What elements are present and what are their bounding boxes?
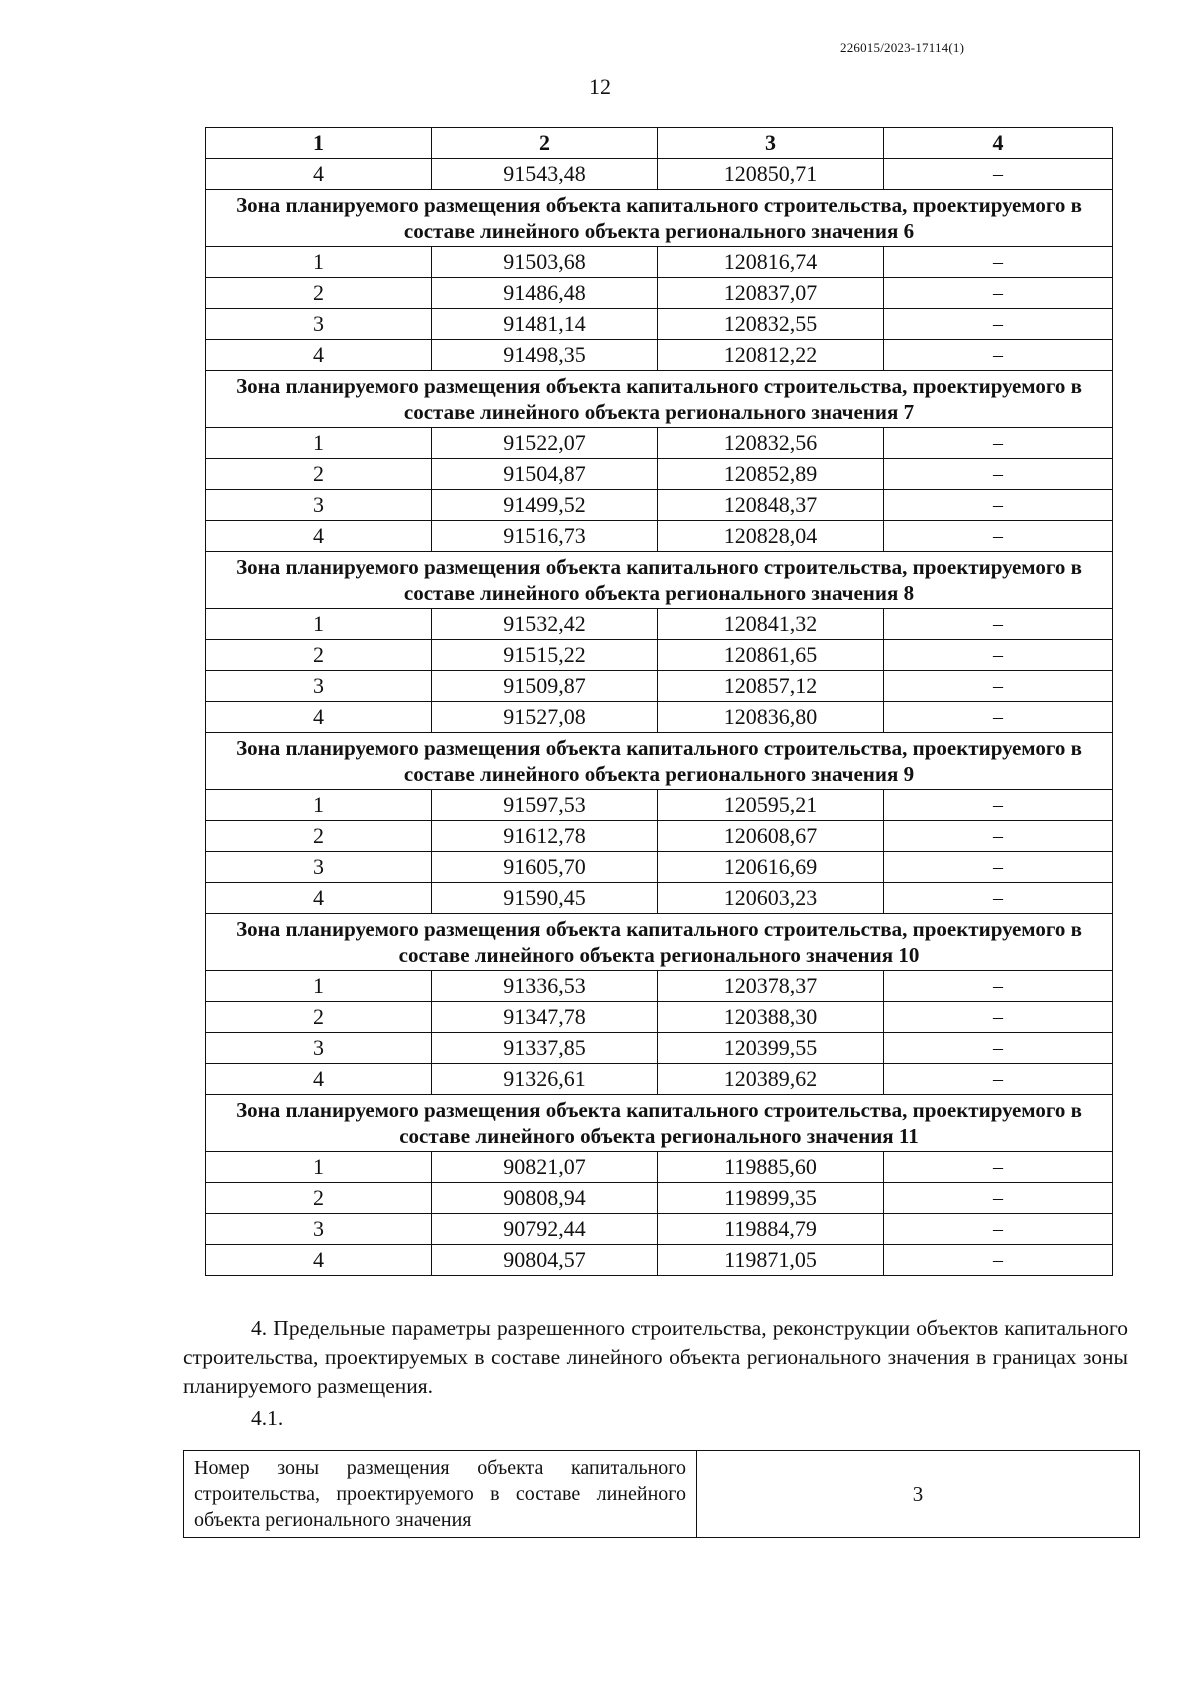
zone-title: Зона планируемого размещения объекта капитального строительства, проектируемого в составе линейного объекта регионального значения 8 xyxy=(206,552,1113,609)
point-number-cell: 4 xyxy=(206,159,432,190)
x-coordinate-cell: 91498,35 xyxy=(432,340,658,371)
y-coordinate-cell: 120389,62 xyxy=(658,1064,884,1095)
note-cell: – xyxy=(884,1152,1113,1183)
y-coordinate-cell: 120378,37 xyxy=(658,971,884,1002)
x-coordinate-cell: 91605,70 xyxy=(432,852,658,883)
note-cell: – xyxy=(884,883,1113,914)
point-number-cell: 4 xyxy=(206,340,432,371)
point-number-cell: 3 xyxy=(206,1033,432,1064)
note-cell: – xyxy=(884,309,1113,340)
x-coordinate-cell: 90821,07 xyxy=(432,1152,658,1183)
note-cell: – xyxy=(884,971,1113,1002)
table-row xyxy=(184,1451,1140,1538)
table-row xyxy=(206,459,1113,490)
x-coordinate-cell: 91597,53 xyxy=(432,790,658,821)
note-cell: – xyxy=(884,1033,1113,1064)
table-row xyxy=(206,278,1113,309)
note-cell: – xyxy=(884,1214,1113,1245)
x-coordinate-cell: 91486,48 xyxy=(432,278,658,309)
y-coordinate-cell: 120836,80 xyxy=(658,702,884,733)
point-number-cell: 3 xyxy=(206,309,432,340)
point-number-cell: 2 xyxy=(206,1002,432,1033)
table-row xyxy=(206,640,1113,671)
zone-title: Зона планируемого размещения объекта капитального строительства, проектируемого в составе линейного объекта регионального значения 10 xyxy=(206,914,1113,971)
y-coordinate-cell: 120388,30 xyxy=(658,1002,884,1033)
x-coordinate-cell: 91499,52 xyxy=(432,490,658,521)
note-cell: – xyxy=(884,1183,1113,1214)
y-coordinate-cell: 120861,65 xyxy=(658,640,884,671)
note-cell: – xyxy=(884,790,1113,821)
table-row xyxy=(206,1183,1113,1214)
note-cell: – xyxy=(884,459,1113,490)
x-coordinate-cell: 91509,87 xyxy=(432,671,658,702)
page-number: 12 xyxy=(589,74,611,99)
point-number-cell: 4 xyxy=(206,883,432,914)
x-coordinate-cell: 91481,14 xyxy=(432,309,658,340)
note-cell: – xyxy=(884,428,1113,459)
x-coordinate-cell: 91543,48 xyxy=(432,159,658,190)
y-coordinate-cell: 120837,07 xyxy=(658,278,884,309)
x-coordinate-cell: 91612,78 xyxy=(432,821,658,852)
y-coordinate-cell: 120616,69 xyxy=(658,852,884,883)
note-cell: – xyxy=(884,1245,1113,1276)
x-coordinate-cell: 91522,07 xyxy=(432,428,658,459)
y-coordinate-cell: 120841,32 xyxy=(658,609,884,640)
note-cell: – xyxy=(884,1064,1113,1095)
document-id: 226015/2023-17114(1) xyxy=(840,40,965,55)
coordinates-table xyxy=(205,127,1113,1276)
table-header-row xyxy=(206,128,1113,159)
point-number-cell: 2 xyxy=(206,1183,432,1214)
zone-header-row xyxy=(206,1095,1113,1152)
note-cell: – xyxy=(884,609,1113,640)
y-coordinate-cell: 119871,05 xyxy=(658,1245,884,1276)
note-cell: – xyxy=(884,640,1113,671)
column-header: 2 xyxy=(432,128,658,159)
zone-title: Зона планируемого размещения объекта капитального строительства, проектируемого в составе линейного объекта регионального значения 11 xyxy=(206,1095,1113,1152)
table-row xyxy=(206,821,1113,852)
note-cell: – xyxy=(884,521,1113,552)
x-coordinate-cell: 91504,87 xyxy=(432,459,658,490)
x-coordinate-cell: 91527,08 xyxy=(432,702,658,733)
point-number-cell: 2 xyxy=(206,640,432,671)
zone-header-row xyxy=(206,552,1113,609)
table-row xyxy=(206,1152,1113,1183)
point-number-cell: 3 xyxy=(206,671,432,702)
table-row xyxy=(206,1033,1113,1064)
note-cell: – xyxy=(884,490,1113,521)
table-row xyxy=(206,340,1113,371)
zone-header-row xyxy=(206,914,1113,971)
y-coordinate-cell: 120595,21 xyxy=(658,790,884,821)
y-coordinate-cell: 120608,67 xyxy=(658,821,884,852)
column-header: 3 xyxy=(658,128,884,159)
zone-header-row xyxy=(206,371,1113,428)
point-number-cell: 1 xyxy=(206,971,432,1002)
table-row xyxy=(206,159,1113,190)
y-coordinate-cell: 120812,22 xyxy=(658,340,884,371)
x-coordinate-cell: 90792,44 xyxy=(432,1214,658,1245)
point-number-cell: 4 xyxy=(206,521,432,552)
zone-parameters-table xyxy=(183,1450,1140,1538)
table-row xyxy=(206,702,1113,733)
table-row xyxy=(206,671,1113,702)
y-coordinate-cell: 120603,23 xyxy=(658,883,884,914)
point-number-cell: 4 xyxy=(206,1245,432,1276)
table-row xyxy=(206,428,1113,459)
y-coordinate-cell: 120816,74 xyxy=(658,247,884,278)
column-header: 4 xyxy=(884,128,1113,159)
point-number-cell: 3 xyxy=(206,490,432,521)
note-cell: – xyxy=(884,852,1113,883)
table-row xyxy=(206,309,1113,340)
point-number-cell: 1 xyxy=(206,609,432,640)
zone-title: Зона планируемого размещения объекта капитального строительства, проектируемого в составе линейного объекта регионального значения 7 xyxy=(206,371,1113,428)
section-4-paragraph: 4. Предельные параметры разрешенного строительства, реконструкции объектов капитального строительства, проектируемых в составе линейного объекта регионального значения в границах зоны планируемого размещения. xyxy=(183,1316,1128,1398)
note-cell: – xyxy=(884,821,1113,852)
table-row xyxy=(206,247,1113,278)
table-row xyxy=(206,1002,1113,1033)
point-number-cell: 1 xyxy=(206,1152,432,1183)
table-row xyxy=(206,1214,1113,1245)
point-number-cell: 1 xyxy=(206,790,432,821)
note-cell: – xyxy=(884,247,1113,278)
point-number-cell: 2 xyxy=(206,278,432,309)
y-coordinate-cell: 120848,37 xyxy=(658,490,884,521)
y-coordinate-cell: 120857,12 xyxy=(658,671,884,702)
table-row xyxy=(206,883,1113,914)
point-number-cell: 4 xyxy=(206,702,432,733)
x-coordinate-cell: 91503,68 xyxy=(432,247,658,278)
x-coordinate-cell: 91590,45 xyxy=(432,883,658,914)
point-number-cell: 2 xyxy=(206,821,432,852)
table-row xyxy=(206,1064,1113,1095)
column-header: 1 xyxy=(206,128,432,159)
y-coordinate-cell: 120832,55 xyxy=(658,309,884,340)
zone-title: Зона планируемого размещения объекта капитального строительства, проектируемого в составе линейного объекта регионального значения 9 xyxy=(206,733,1113,790)
table-row xyxy=(206,1245,1113,1276)
y-coordinate-cell: 120850,71 xyxy=(658,159,884,190)
point-number-cell: 3 xyxy=(206,1214,432,1245)
x-coordinate-cell: 91336,53 xyxy=(432,971,658,1002)
point-number-cell: 1 xyxy=(206,428,432,459)
x-coordinate-cell: 90808,94 xyxy=(432,1183,658,1214)
y-coordinate-cell: 119899,35 xyxy=(658,1183,884,1214)
x-coordinate-cell: 91515,22 xyxy=(432,640,658,671)
note-cell: – xyxy=(884,671,1113,702)
zone-number-value: 3 xyxy=(697,1451,1140,1538)
note-cell: – xyxy=(884,1002,1113,1033)
point-number-cell: 1 xyxy=(206,247,432,278)
table-row xyxy=(206,790,1113,821)
note-cell: – xyxy=(884,702,1113,733)
y-coordinate-cell: 119884,79 xyxy=(658,1214,884,1245)
note-cell: – xyxy=(884,159,1113,190)
coordinates-table-body xyxy=(206,128,1113,1276)
note-cell: – xyxy=(884,278,1113,309)
y-coordinate-cell: 120399,55 xyxy=(658,1033,884,1064)
table-row xyxy=(206,490,1113,521)
y-coordinate-cell: 120828,04 xyxy=(658,521,884,552)
table-row xyxy=(206,609,1113,640)
table-row xyxy=(206,971,1113,1002)
zone-header-row xyxy=(206,190,1113,247)
table-row xyxy=(206,521,1113,552)
x-coordinate-cell: 90804,57 xyxy=(432,1245,658,1276)
x-coordinate-cell: 91337,85 xyxy=(432,1033,658,1064)
point-number-cell: 4 xyxy=(206,1064,432,1095)
x-coordinate-cell: 91326,61 xyxy=(432,1064,658,1095)
y-coordinate-cell: 120832,56 xyxy=(658,428,884,459)
x-coordinate-cell: 91347,78 xyxy=(432,1002,658,1033)
zone-header-row xyxy=(206,733,1113,790)
zone-number-label: Номер зоны размещения объекта капитального строительства, проектируемого в составе линейного объекта регионального значения xyxy=(184,1451,697,1538)
y-coordinate-cell: 120852,89 xyxy=(658,459,884,490)
x-coordinate-cell: 91532,42 xyxy=(432,609,658,640)
subsection-4-1-label: 4.1. xyxy=(251,1406,284,1430)
table-row xyxy=(206,852,1113,883)
x-coordinate-cell: 91516,73 xyxy=(432,521,658,552)
note-cell: – xyxy=(884,340,1113,371)
y-coordinate-cell: 119885,60 xyxy=(658,1152,884,1183)
zone-title: Зона планируемого размещения объекта капитального строительства, проектируемого в составе линейного объекта регионального значения 6 xyxy=(206,190,1113,247)
point-number-cell: 3 xyxy=(206,852,432,883)
point-number-cell: 2 xyxy=(206,459,432,490)
